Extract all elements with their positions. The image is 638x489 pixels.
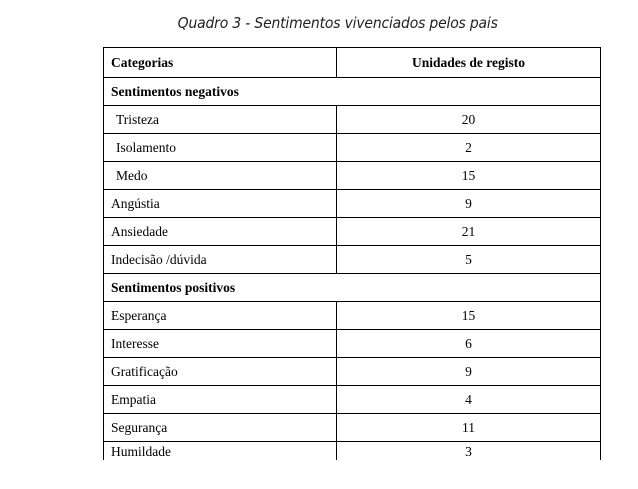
row-label: Isolamento bbox=[104, 134, 337, 162]
table-row bbox=[104, 386, 601, 414]
row-label: Tristeza bbox=[104, 106, 337, 134]
row-label: Angústia bbox=[104, 190, 337, 218]
table-row bbox=[104, 134, 601, 162]
table-row bbox=[104, 162, 601, 190]
row-value: 3 bbox=[337, 442, 601, 460]
feelings-table bbox=[103, 47, 601, 460]
row-value: 11 bbox=[337, 414, 601, 442]
section-title-positive: Sentimentos positivos bbox=[104, 274, 601, 302]
section-row-positive bbox=[104, 274, 601, 302]
table-caption: Quadro 3 - Sentimentos vivenciados pelos pais bbox=[177, 14, 498, 32]
section-title-negative: Sentimentos negativos bbox=[104, 78, 601, 106]
table-header-row bbox=[104, 48, 601, 78]
row-value: 15 bbox=[337, 162, 601, 190]
section-row-negative bbox=[104, 78, 601, 106]
table-row bbox=[104, 442, 601, 460]
table-row bbox=[104, 106, 601, 134]
table-row bbox=[104, 190, 601, 218]
row-value: 9 bbox=[337, 358, 601, 386]
table-row bbox=[104, 330, 601, 358]
table-row bbox=[104, 358, 601, 386]
row-value: 6 bbox=[337, 330, 601, 358]
row-label: Medo bbox=[104, 162, 337, 190]
row-label: Empatia bbox=[104, 386, 337, 414]
table-row bbox=[104, 218, 601, 246]
row-value: 15 bbox=[337, 302, 601, 330]
header-categories: Categorias bbox=[104, 48, 337, 78]
row-label: Indecisão /dúvida bbox=[104, 246, 337, 274]
table-row bbox=[104, 302, 601, 330]
row-value: 4 bbox=[337, 386, 601, 414]
row-label: Esperança bbox=[104, 302, 337, 330]
table-row bbox=[104, 414, 601, 442]
row-label: Interesse bbox=[104, 330, 337, 358]
table-row bbox=[104, 246, 601, 274]
header-units: Unidades de registo bbox=[337, 48, 601, 78]
row-label: Gratificação bbox=[104, 358, 337, 386]
row-label: Ansiedade bbox=[104, 218, 337, 246]
row-value: 20 bbox=[337, 106, 601, 134]
row-value: 5 bbox=[337, 246, 601, 274]
row-label: Humildade bbox=[104, 442, 337, 460]
row-value: 9 bbox=[337, 190, 601, 218]
row-label: Segurança bbox=[104, 414, 337, 442]
row-value: 21 bbox=[337, 218, 601, 246]
row-value: 2 bbox=[337, 134, 601, 162]
